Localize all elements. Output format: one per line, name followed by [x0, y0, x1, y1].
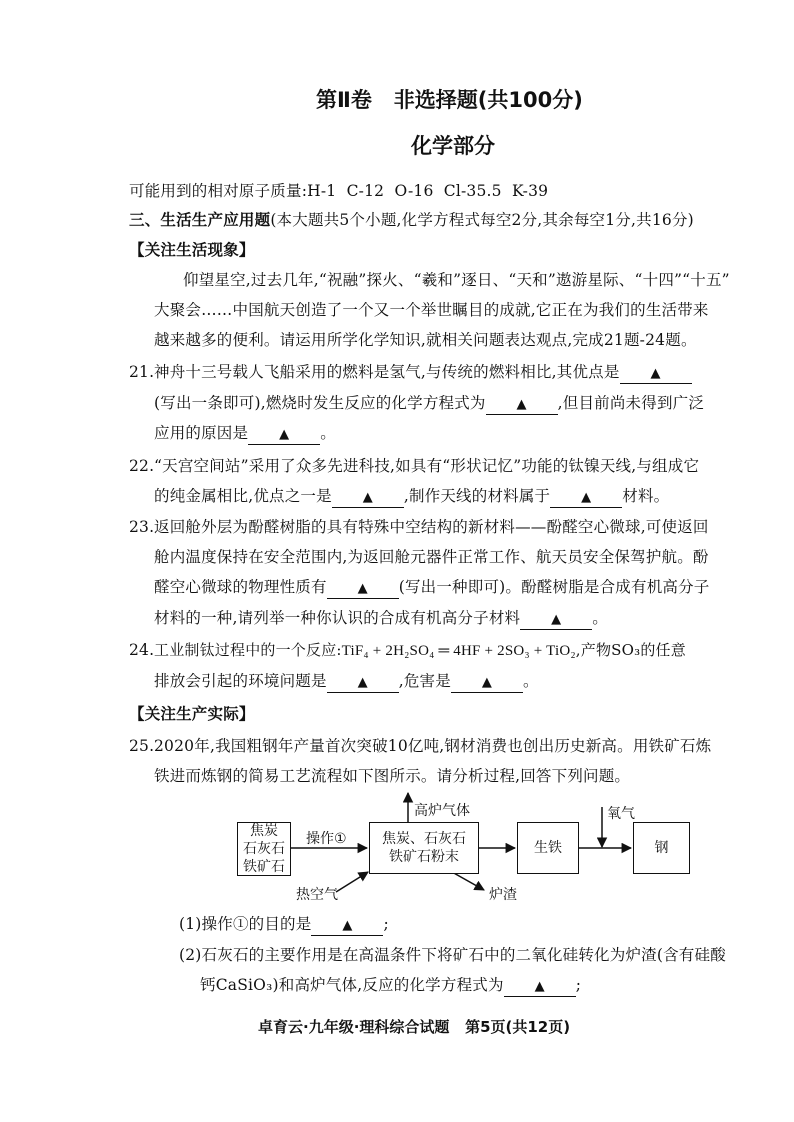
furnace-input-2: 铁矿石粉末	[389, 849, 459, 865]
slag-label: 炉渣	[489, 887, 517, 903]
q22-text-2b: ,制作天线的材料属于	[403, 487, 551, 505]
q22-text-2a: 的纯金属相比,优点之一是	[154, 487, 332, 505]
q21-text-1: 神舟十三号载人飞船采用的燃料是氢气,与传统的燃料相比,其优点是	[154, 363, 620, 381]
blank-marker: ▲	[481, 675, 493, 690]
blank-marker: ▲	[342, 918, 353, 933]
q25-answer-blank-2[interactable]	[504, 978, 576, 997]
raw-material-3: 铁矿石	[243, 859, 285, 875]
blank-marker: ▲	[581, 490, 592, 505]
q24-text-1a: 工业制钛过程中的一个反应:	[154, 641, 342, 659]
arrow-hot-air	[336, 872, 368, 892]
subject-title: 化学部分	[411, 134, 495, 158]
focus-life-tag: 【关注生活现象】	[129, 241, 255, 259]
steel-label: 钢	[654, 840, 669, 856]
q25-sub2-line-2	[200, 973, 581, 997]
q23-text-3b: (写出一种即可)。酚醛树脂是合成有机高分子	[398, 578, 710, 596]
q25-sub1-text-b: ;	[383, 915, 389, 933]
page-footer: 卓育云·九年级·理科综合试题 第5页(共12页)	[258, 1018, 571, 1036]
blank-marker: ▲	[279, 427, 290, 442]
raw-materials-box	[237, 822, 291, 876]
arrow-slag	[452, 872, 484, 890]
hot-air-label: 热空气	[296, 887, 338, 903]
q24-text-1b: ,产物SO₃的任意	[575, 641, 686, 659]
blank-marker: ▲	[650, 366, 661, 381]
q24-equation: TiF₄ + 2H₂SO₄ ═ 4HF + 2SO₃ + TiO₂	[341, 643, 576, 659]
q23-text-4b: 。	[592, 609, 608, 627]
q25-sub2-line-1: (2)石灰石的主要作用是在高温条件下将矿石中的二氧化硅转化为炉渣(含有硅酸	[179, 946, 726, 964]
q25-sub1-text-a: (1)操作①的目的是	[179, 915, 312, 933]
op1-label: 操作①	[306, 831, 347, 847]
q25-answer-blank-1[interactable]	[311, 917, 383, 936]
section3-desc: (本大题共5个小题,化学方程式每空2分,其余每空1分,共16分)	[270, 211, 694, 229]
section3-heading: 三、生活生产应用题	[129, 211, 271, 229]
oxygen-label: 氧气	[607, 806, 635, 822]
blank-marker: ▲	[362, 490, 373, 505]
q23-line-2: 舱内温度保持在安全范围内,为返回舱元器件正常工作、航天员安全保驾护航。酚	[154, 548, 709, 566]
q21-text-2a: (写出一条即可),燃烧时发生反应的化学方程式为	[154, 394, 486, 412]
q21-text-3b: 。	[320, 424, 336, 442]
q25-sub1	[179, 912, 389, 936]
q24-text-2c: 。	[522, 672, 539, 690]
gas-label: 高炉气体	[414, 803, 470, 819]
q22-number: 22.	[129, 457, 155, 475]
q21-number: 21.	[129, 363, 155, 381]
intro-line-1: 仰望星空,过去几年,“祝融”探火、“羲和”逐日、“天和”遨游星际、“十四”“十五”	[183, 271, 730, 289]
intro-line-3: 越来越多的便利。请运用所学化学知识,就相关问题表达观点,完成21题-24题。	[154, 331, 697, 349]
blank-marker: ▲	[357, 675, 368, 690]
blast-furnace-box	[369, 822, 479, 874]
q23-number: 23.	[129, 518, 155, 536]
q25-sub2-text-a: 钙CaSiO₃)和高炉气体,反应的化学方程式为	[200, 976, 504, 994]
q25-number: 25.	[129, 737, 155, 755]
q25-line-1: 2020年,我国粗钢年产量首次突破10亿吨,钢材消费也创出历史新高。用铁矿石炼	[154, 737, 712, 755]
blank-marker: ▲	[516, 397, 527, 412]
q22-line-1: “天宫空间站”采用了众多先进科技,如具有“形状记忆”功能的钛镍天线,与组成它	[154, 457, 700, 475]
section-title: 第Ⅱ卷 非选择题(共100分)	[316, 88, 583, 112]
q23-line-1: 返回舱外层为酚醛树脂的具有特殊中空结构的新材料——酚醛空心微球,可使返回	[154, 518, 709, 536]
blank-marker: ▲	[551, 612, 562, 627]
q25-line-2: 铁进而炼钢的简易工艺流程如下图所示。请分析过程,回答下列问题。	[154, 767, 631, 785]
blank-marker: ▲	[534, 979, 545, 994]
q21-text-3a: 应用的原因是	[154, 424, 249, 442]
raw-material-1: 焦炭	[250, 823, 278, 839]
steel-box	[633, 822, 690, 874]
atomic-masses: 可能用到的相对原子质量:H-1 C-12 O-16 Cl-35.5 K-39	[129, 182, 549, 200]
q21-text-2b: ,但目前尚未得到广泛	[557, 394, 705, 412]
pig-iron-label: 生铁	[534, 840, 562, 856]
raw-material-2: 石灰石	[243, 841, 285, 857]
pig-iron-box	[517, 822, 579, 874]
q23-text-4a: 材料的一种,请列举一种你认识的合成有机高分子材料	[154, 609, 521, 627]
q25-sub2-text-b: ;	[575, 976, 582, 994]
intro-line-2: 大聚会……中国航天创造了一个又一个举世瞩目的成就,它正在为我们的生活带来	[154, 301, 709, 319]
blank-marker: ▲	[357, 581, 368, 596]
q22-text-2c: 材料。	[622, 487, 670, 505]
furnace-input-1: 焦炭、石灰石	[382, 831, 466, 847]
q24-text-2a: 排放会引起的环境问题是	[154, 672, 327, 690]
q24-text-2b: ,危害是	[398, 672, 451, 690]
q23-text-3a: 醛空心微球的物理性质有	[154, 578, 327, 596]
q24-number: 24.	[129, 641, 155, 659]
focus-prod-tag: 【关注生产实际】	[129, 705, 255, 723]
